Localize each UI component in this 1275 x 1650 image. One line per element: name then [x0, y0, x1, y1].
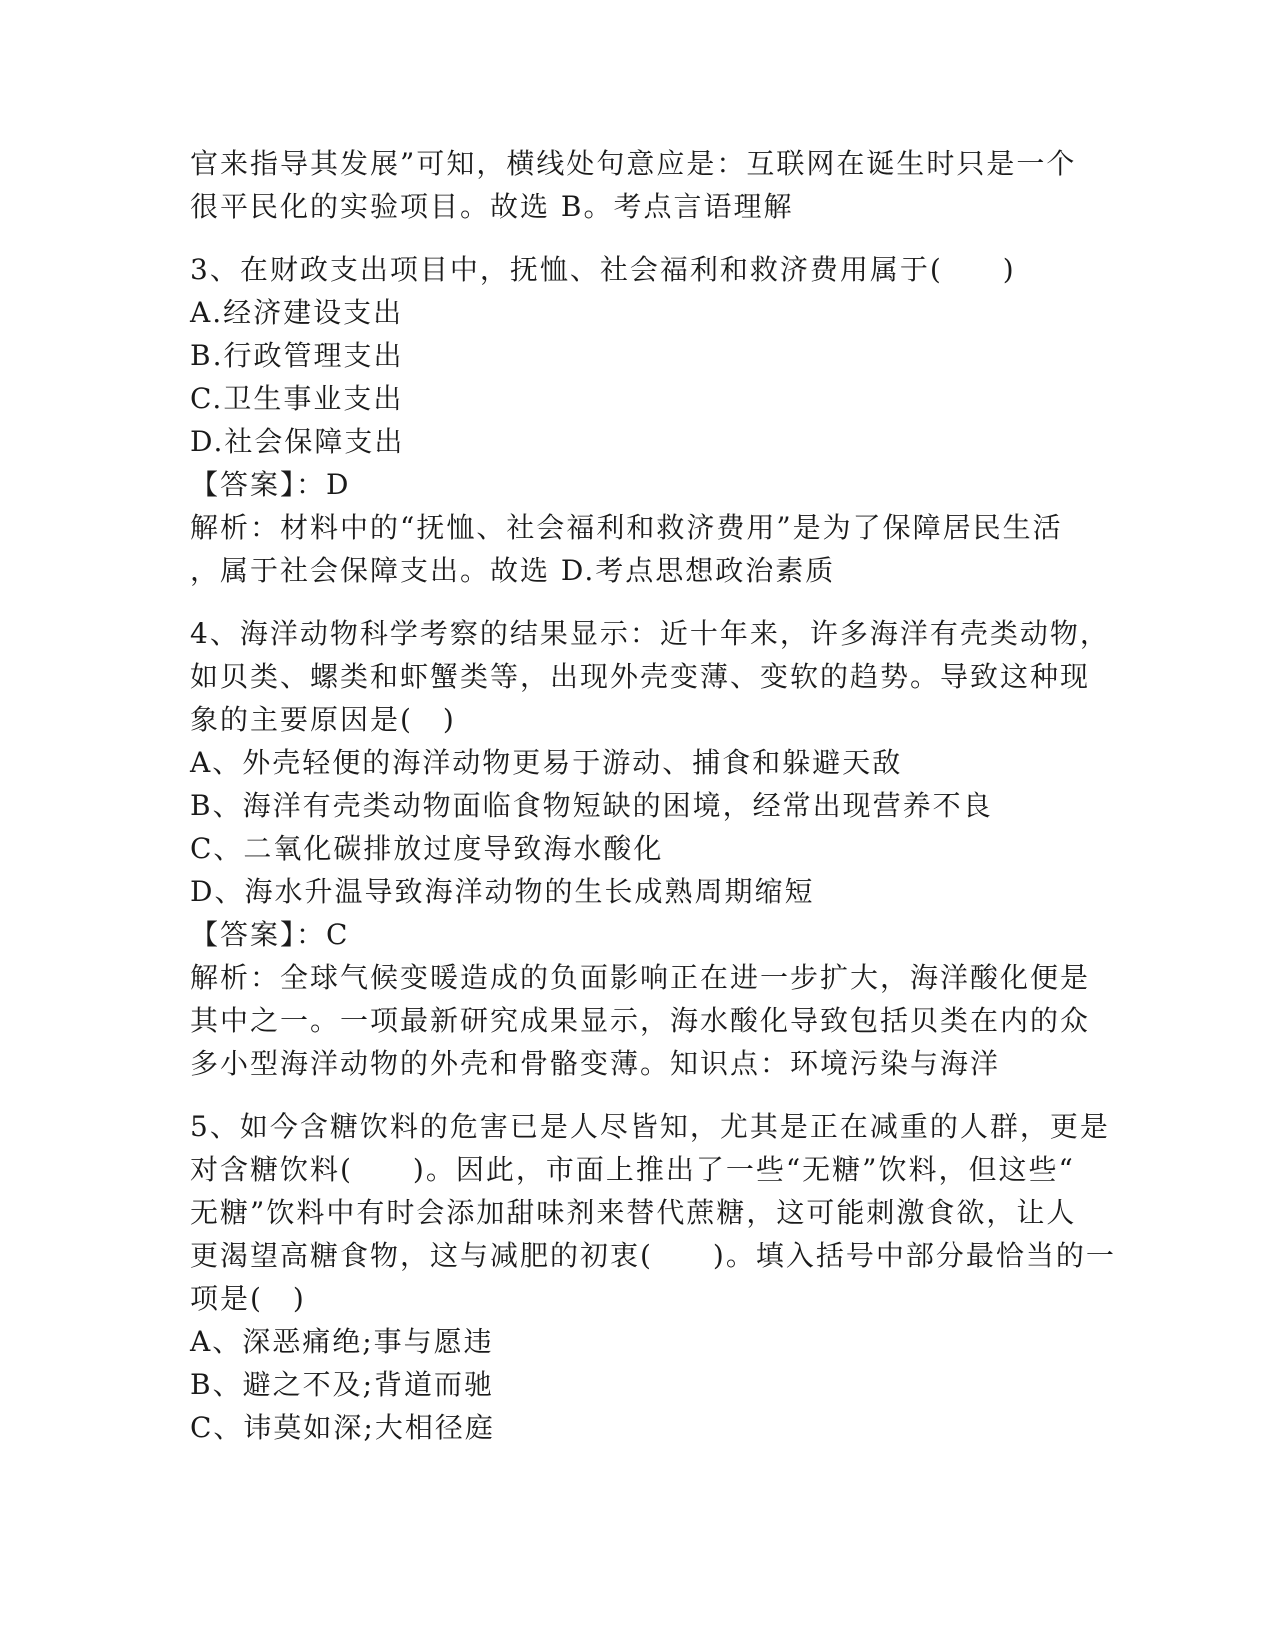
- question-stem: 项是( ): [190, 1282, 306, 1315]
- question-stem: 对含糖饮料( )。因此，市面上推出了一些“无糖”饮料，但这些“: [190, 1153, 1075, 1186]
- question-4: [190, 612, 1110, 1085]
- question-3: [190, 248, 1090, 592]
- analysis-line: ，属于社会保障支出。故选 D.考点思想政治素质: [190, 554, 836, 587]
- answer-line: 【答案】：C: [190, 918, 350, 951]
- analysis-line: 多小型海洋动物的外壳和骨骼变薄。知识点：环境污染与海洋: [190, 1047, 1001, 1080]
- question-5: [190, 1105, 1116, 1449]
- question-stem: 5、如今含糖饮料的危害已是人尽皆知，尤其是正在减重的人群，更是: [190, 1110, 1110, 1143]
- document-page: [190, 142, 1116, 1449]
- question-stem: 更渴望高糖食物，这与减肥的初衷( )。填入括号中部分最恰当的一: [190, 1239, 1116, 1272]
- analysis-line: 解析：全球气候变暖造成的负面影响正在进一步扩大，海洋酸化便是: [190, 961, 1091, 994]
- option-c: C、二氧化碳排放过度导致海水酸化: [190, 832, 664, 865]
- text-line: 官来指导其发展”可知，横线处句意应是：互联网在诞生时只是一个: [190, 147, 1077, 180]
- question-stem: 象的主要原因是( ): [190, 703, 456, 736]
- option-a: A、深恶痛绝;事与愿违: [190, 1325, 494, 1358]
- option-c: C.卫生事业支出: [190, 382, 404, 415]
- question-stem: 如贝类、螺类和虾蟹类等，出现外壳变薄、变软的趋势。导致这种现: [190, 660, 1091, 693]
- option-c: C、讳莫如深;大相径庭: [190, 1411, 495, 1444]
- answer-line: 【答案】：D: [190, 468, 351, 501]
- question-stem: 无糖”饮料中有时会添加甜味剂来替代蔗糖，这可能刺激食欲，让人: [190, 1196, 1077, 1229]
- option-a: A、外壳轻便的海洋动物更易于游动、捕食和躲避天敌: [190, 746, 903, 779]
- analysis-line: 其中之一。一项最新研究成果显示，海水酸化导致包括贝类在内的众: [190, 1004, 1091, 1037]
- option-d: D、海水升温导致海洋动物的生长成熟周期缩短: [190, 875, 815, 908]
- text-line: 很平民化的实验项目。故选 B。考点言语理解: [190, 190, 794, 223]
- option-d: D.社会保障支出: [190, 425, 405, 458]
- previous-analysis-continuation: [190, 142, 1090, 228]
- option-b: B、避之不及;背道而驰: [190, 1368, 495, 1401]
- option-b: B、海洋有壳类动物面临食物短缺的困境，经常出现营养不良: [190, 789, 993, 822]
- option-b: B.行政管理支出: [190, 339, 404, 372]
- question-stem: 3、在财政支出项目中，抚恤、社会福利和救济费用属于( ): [190, 253, 1016, 286]
- question-stem: 4、海洋动物科学考察的结果显示：近十年来，许多海洋有壳类动物，: [190, 617, 1110, 650]
- analysis-line: 解析：材料中的“抚恤、社会福利和救济费用”是为了保障居民生活: [190, 511, 1063, 544]
- option-a: A.经济建设支出: [190, 296, 404, 329]
